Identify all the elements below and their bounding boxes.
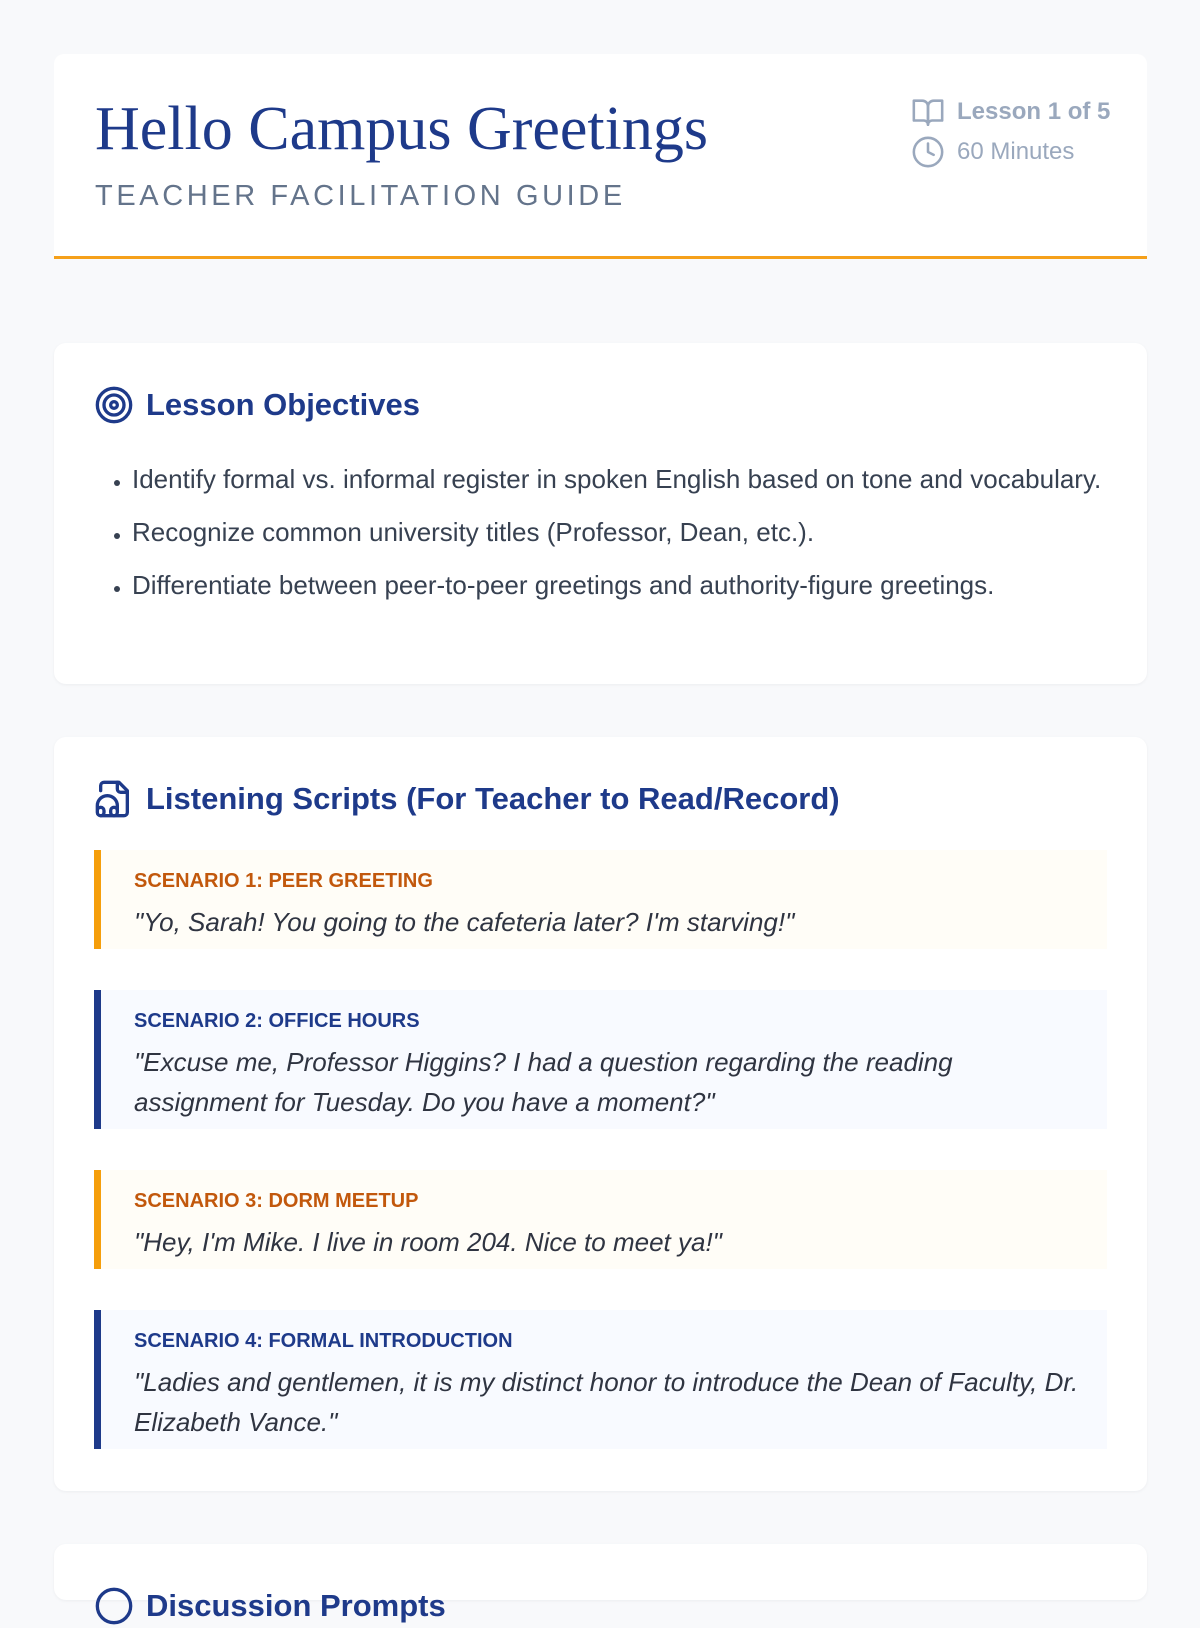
objective-item: • Identify formal vs. informal register in spoken English based on tone and vocabulary. — [132, 459, 1142, 499]
lesson-number — [911, 92, 1111, 132]
scenario-block — [94, 1170, 1107, 1269]
objectives-heading-row — [94, 383, 420, 427]
scenario-quote: "Yo, Sarah! You going to the cafeteria later? I'm starving!" — [134, 907, 795, 937]
guide-header — [54, 54, 1147, 259]
lesson-meta — [911, 92, 1111, 172]
objectives-heading: Lesson Objectives — [146, 387, 420, 422]
book-open-icon — [911, 95, 945, 129]
page-title: Hello Campus Greetings — [95, 95, 709, 163]
objective-item: • Recognize common university titles (Professor, Dean, etc.). — [132, 512, 1142, 552]
scenario-quote: "Hey, I'm Mike. I live in room 204. Nice to meet ya!" — [134, 1227, 722, 1257]
scripts-heading: Listening Scripts (For Teacher to Read/Record) — [146, 781, 840, 816]
discussion-icon — [94, 1586, 134, 1626]
scenario-label: SCENARIO 1: PEER GREETING — [134, 870, 433, 892]
lesson-label: Lesson 1 of 5 — [957, 98, 1111, 125]
objective-item: • Differentiate between peer-to-peer greetings and authority-figure greetings. — [132, 565, 1142, 605]
duration-label: 60 Minutes — [957, 138, 1075, 165]
clock-icon — [911, 135, 945, 169]
scenario-block — [94, 850, 1107, 949]
scenario-quote: "Excuse me, Professor Higgins? I had a question regarding the reading assignment for Tuesday. Do you have a moment?" — [134, 1047, 953, 1117]
objectives-card — [54, 343, 1147, 684]
discussion-heading-row — [94, 1584, 446, 1628]
scenario-label: SCENARIO 3: DORM MEETUP — [134, 1190, 419, 1212]
scripts-heading-row — [94, 777, 840, 821]
discussion-card — [54, 1544, 1147, 1623]
listening-scripts-card — [54, 737, 1147, 1491]
scenario-label: SCENARIO 4: FORMAL INTRODUCTION — [134, 1330, 513, 1352]
objectives-list — [94, 459, 1142, 618]
discussion-heading: Discussion Prompts — [146, 1588, 446, 1623]
lesson-duration — [911, 132, 1107, 172]
target-icon — [94, 385, 134, 425]
scenario-block — [94, 1310, 1107, 1449]
scenario-label: SCENARIO 2: OFFICE HOURS — [134, 1010, 420, 1032]
headphones-icon — [94, 779, 134, 819]
page-subtitle: TEACHER FACILITATION GUIDE — [95, 180, 626, 212]
scenario-block — [94, 990, 1107, 1129]
scenario-quote: "Ladies and gentlemen, it is my distinct honor to introduce the Dean of Faculty, Dr. Elizabeth Vance." — [134, 1367, 1079, 1437]
